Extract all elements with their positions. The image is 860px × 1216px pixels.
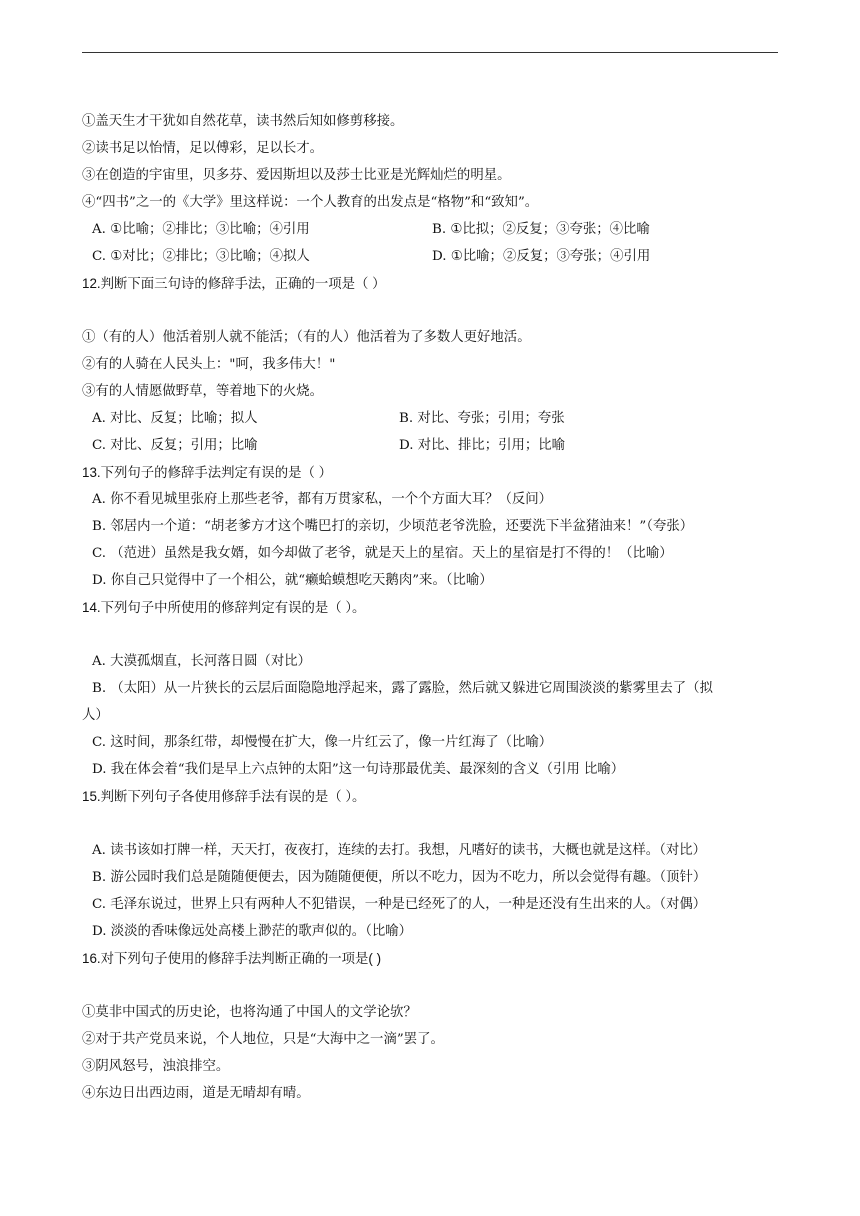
q15-title: 15.判断下列句子各使用修辞手法有误的是（ ）。 [82,789,366,804]
q16-item-2: ②对于共产党员来说，个人地位，只是“大海中之一滴”罢了。 [82,1032,444,1047]
q14-option-c[interactable]: C. 这时间，那条红带，却慢慢在扩大，像一片红云了，像一片红海了（比喻） [92,735,553,750]
q14-title: 14.下列句子中所使用的修辞判定有误的是（ ）。 [82,600,366,615]
q15-option-c[interactable]: C. 毛泽东说过，世界上只有两种人不犯错误，一种是已经死了的人，一种是还没有生出来的人。（对偶） [92,897,707,912]
q12-option-b[interactable]: B. 对比、夸张；引用；夸张 [399,411,565,426]
q14-option-a[interactable]: A. 大漠孤烟直，长河落日圆（对比） [92,654,312,669]
q15-option-d[interactable]: D. 淡淡的香味像远处高楼上渺茫的歌声似的。（比喻） [92,924,413,939]
q14-option-b-continued: 人） [82,708,109,723]
q11-option-d[interactable]: D. ①比喻；②反复；③夸张；④引用 [432,249,651,264]
q12-option-a[interactable]: A. 对比、反复；比喻；拟人 [92,411,258,426]
q13-option-c[interactable]: C. （范进）虽然是我女婿，如今却做了老爷，就是天上的星宿。天上的星宿是打不得的！（比喻） [92,546,673,561]
q12-option-d[interactable]: D. 对比、排比；引用；比喻 [399,438,566,453]
q12-option-c[interactable]: C. 对比、反复；引用；比喻 [92,438,258,453]
q16-item-3: ③阴风怒号，浊浪排空。 [82,1059,230,1074]
q13-title: 13.下列句子的修辞手法判定有误的是（ ） [82,465,332,480]
q13-option-a[interactable]: A. 你不看见城里张府上那些老爷，都有万贯家私，一个个方面大耳？（反问） [92,492,553,507]
q16-item-4: ④东边日出西边雨，道是无晴却有晴。 [82,1086,310,1101]
q16-item-1: ①莫非中国式的历史论，也将沟通了中国人的文学论欤？ [82,1005,417,1020]
q11-option-b[interactable]: B. ①比拟；②反复；③夸张；④比喻 [432,222,650,237]
header-rule [82,52,778,53]
q11-item-1: ①盖天生才干犹如自然花草，读书然后知如修剪移接。 [82,114,404,129]
q11-item-4: ④“四书”之一的《大学》里这样说：一个人教育的出发点是“格物”和“致知”。 [82,195,539,210]
q16-title: 16.对下列句子使用的修辞手法判断正确的一项是( ) [82,951,382,966]
q14-option-b[interactable]: B. （太阳）从一片狭长的云层后面隐隐地浮起来，露了露脸，然后就又躲进它周围淡淡的紫雾里去了（拟 [92,681,713,696]
q15-option-b[interactable]: B. 游公园时我们总是随随便便去，因为随随便便，所以不吃力，因为不吃力，所以会觉得有趣。（顶针） [92,870,707,885]
q11-item-3: ③在创造的宇宙里，贝多芬、爱因斯坦以及莎士比亚是光辉灿烂的明星。 [82,168,511,183]
q12-item-2: ②有的人骑在人民头上："呵，我多伟大！" [82,357,336,372]
q11-option-c[interactable]: C. ①对比；②排比；③比喻；④拟人 [92,249,310,264]
q11-item-2: ②读书足以怡情，足以傅彩，足以长才。 [82,141,324,156]
q15-option-a[interactable]: A. 读书该如打牌一样，天天打，夜夜打，连续的去打。我想，凡嗜好的读书，大概也就是这样。（对比） [92,843,707,858]
q14-option-d[interactable]: D. 我在体会着“我们是早上六点钟的太阳”这一句诗那最优美、最深刻的含义（引用 比喻） [92,762,625,777]
q12-item-1: ①（有的人）他活着别人就不能活；（有的人）他活着为了多数人更好地活。 [82,330,531,345]
q12-title: 12.判断下面三句诗的修辞手法，正确的一项是（ ） [82,276,386,291]
q13-option-b[interactable]: B. 邻居内一个道：“胡老爹方才这个嘴巴打的亲切，少顷范老爷洗脸，还要洗下半盆猪油来！”（夸张） [92,519,694,534]
q11-option-a[interactable]: A. ①比喻；②排比；③比喻；④引用 [92,222,310,237]
q13-option-d[interactable]: D. 你自己只觉得中了一个相公，就“癞蛤蟆想吃天鹅肉”来。（比喻） [92,573,493,588]
q12-item-3: ③有的人情愿做野草，等着地下的火烧。 [82,384,324,399]
